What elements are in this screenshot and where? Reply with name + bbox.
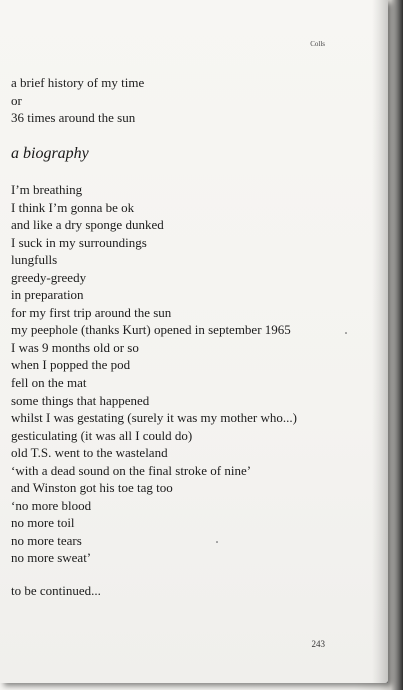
poem-line: lungfulls [11, 252, 58, 268]
poem-line: whilst I was gestating (surely it was my mother who...) [11, 410, 297, 426]
poem-line: ‘with a dead sound on the final stroke of nine’ [11, 462, 252, 478]
poem-line: I think I’m gonna be ok [11, 199, 135, 215]
poem-line: no more sweat’ [11, 550, 92, 566]
poem-body [11, 181, 297, 567]
poem-line: I suck in my surroundings [11, 234, 147, 250]
poem-line: I was 9 months old or so [11, 339, 139, 355]
page-number: 243 [311, 639, 325, 649]
intro-line: or [11, 92, 22, 108]
poem-line: ‘no more blood [11, 497, 92, 513]
poem-line: no more tears [11, 532, 82, 548]
poem-line: fell on the mat [11, 375, 87, 391]
poem-line: and Winston got his toe tag too [11, 480, 173, 496]
paper-speck [345, 332, 347, 334]
poem-line: old T.S. went to the wasteland [11, 445, 168, 461]
poem-line: my peephole (thanks Kurt) opened in september 1965 [11, 322, 291, 338]
poem-line: when I popped the pod [11, 357, 131, 373]
poem-line: for my first trip around the sun [11, 304, 172, 320]
poem-line: and like a dry sponge dunked [11, 217, 164, 233]
running-head: Colls [310, 40, 325, 48]
paper-speck [216, 541, 218, 543]
intro-line: 36 times around the sun [11, 110, 136, 125]
page-spine-shadow [372, 0, 388, 683]
intro-block [11, 74, 144, 127]
poem-line: no more toil [11, 515, 75, 531]
poem-line: some things that happened [11, 392, 150, 408]
intro-line: a brief history of my time [11, 75, 145, 90]
poem-line: I’m breathing [11, 182, 83, 197]
poem-line: gesticulating (it was all I could do) [11, 427, 193, 443]
poem-line: in preparation [11, 287, 84, 303]
poem-line: greedy-greedy [11, 269, 87, 285]
closing-line: to be continued... [11, 583, 101, 598]
poem-heading: a biography [11, 145, 89, 162]
